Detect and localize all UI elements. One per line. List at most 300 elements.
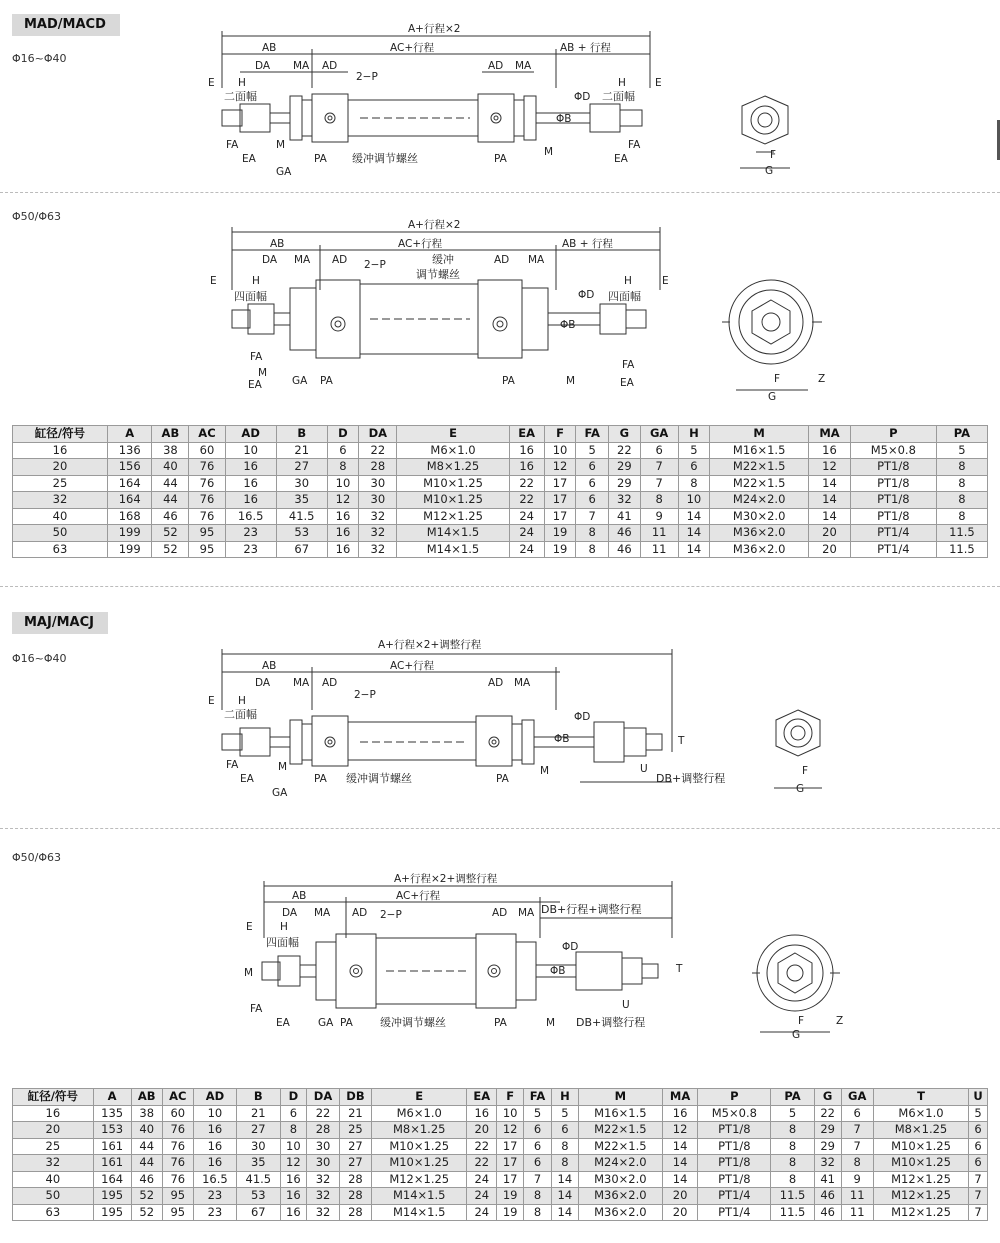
- table-cell: 44: [152, 475, 189, 492]
- table-cell: 8: [936, 475, 987, 492]
- table-cell: 6: [969, 1138, 988, 1155]
- cylinder-drawing-mad-large: [0, 210, 1000, 410]
- table-row: [13, 508, 988, 525]
- table-cell: 52: [152, 525, 189, 542]
- table-cell: 6: [841, 1105, 873, 1122]
- table-cell: 16: [13, 1105, 94, 1122]
- table-cell: 67: [276, 541, 327, 558]
- table-cell: 20: [13, 459, 108, 476]
- table-cell: 14: [809, 475, 851, 492]
- table-cell: 23: [193, 1204, 236, 1221]
- dim-ad: AD: [332, 254, 348, 266]
- table-cell: 11: [640, 541, 678, 558]
- table-cell: 14: [678, 541, 709, 558]
- table-cell: 6: [576, 475, 609, 492]
- table-cell: PT1/8: [698, 1155, 771, 1172]
- dim-fa-right: FA: [622, 359, 635, 371]
- dim-overall: A+行程×2: [408, 23, 461, 35]
- dim-ad: AD: [322, 677, 338, 689]
- table-cell: 21: [237, 1105, 280, 1122]
- dim-flats: 二面幅: [224, 90, 257, 103]
- table-cell: 95: [162, 1204, 193, 1221]
- table-cell: 12: [809, 459, 851, 476]
- table-header-row: [13, 1089, 988, 1106]
- column-header: E: [372, 1089, 467, 1106]
- table-cell: M10×1.25: [372, 1138, 467, 1155]
- table-cell: M22×1.5: [710, 459, 809, 476]
- table-cell: 7: [841, 1138, 873, 1155]
- table-cell: 156: [107, 459, 152, 476]
- table-cell: M12×1.25: [372, 1171, 467, 1188]
- table-cell: M6×1.0: [372, 1105, 467, 1122]
- table-cell: 40: [131, 1122, 162, 1139]
- bore-range-label: Φ16~Φ40: [12, 652, 67, 665]
- column-header: B: [276, 426, 327, 443]
- table-cell: 95: [162, 1188, 193, 1205]
- table-cell: 24: [509, 541, 544, 558]
- table-cell: 12: [662, 1122, 697, 1139]
- table-cell: 195: [93, 1188, 131, 1205]
- table-cell: PT1/8: [850, 508, 936, 525]
- table-cell: 16: [225, 492, 276, 509]
- table-cell: 76: [189, 475, 225, 492]
- table-cell: 16: [225, 459, 276, 476]
- bore-range-label: Φ50/Φ63: [12, 210, 62, 223]
- table-cell: 30: [307, 1155, 340, 1172]
- dim-m: M: [278, 761, 288, 773]
- column-header: GA: [640, 426, 678, 443]
- column-header: D: [280, 1089, 307, 1106]
- table-cell: 16: [662, 1105, 697, 1122]
- table-cell: M10×1.25: [397, 492, 509, 509]
- table-cell: 29: [814, 1122, 841, 1139]
- table-cell: 40: [152, 459, 189, 476]
- table-row: [13, 1204, 988, 1221]
- table-cell: 32: [609, 492, 640, 509]
- column-header: A: [107, 426, 152, 443]
- table-cell: 20: [809, 525, 851, 542]
- table-cell: 6: [280, 1105, 307, 1122]
- table-cell: 21: [276, 442, 327, 459]
- table-cell: 9: [640, 508, 678, 525]
- table-row: [13, 475, 988, 492]
- table-row: [13, 1155, 988, 1172]
- dim-pa: PA: [314, 153, 327, 165]
- column-header: PA: [771, 1089, 814, 1106]
- dim-flats-right: 四面幅: [608, 290, 641, 303]
- dim-ac: AC+行程: [396, 890, 441, 902]
- label-cushion: 缓冲: [432, 253, 454, 266]
- table-cell: 8: [771, 1171, 814, 1188]
- table-cell: 32: [359, 525, 397, 542]
- table-cell: 16: [13, 442, 108, 459]
- table-cell: 199: [107, 525, 152, 542]
- table-cell: 6: [969, 1155, 988, 1172]
- cylinder-drawing-mad-small: [0, 18, 1000, 188]
- table-cell: 76: [189, 459, 225, 476]
- table-row: [13, 1188, 988, 1205]
- column-header: AC: [189, 426, 225, 443]
- table-cell: 168: [107, 508, 152, 525]
- dim-ma-right: MA: [514, 677, 531, 689]
- dim-d: ΦD: [578, 289, 595, 301]
- table-cell: 30: [276, 475, 327, 492]
- table-cell: M14×1.5: [397, 525, 509, 542]
- dim-db-stroke: DB+行程+调整行程: [541, 903, 642, 916]
- table-cell: 16: [280, 1188, 307, 1205]
- dim-m-right: M: [540, 765, 550, 777]
- table-cell: 135: [93, 1105, 131, 1122]
- dim-db-adjust: DB+调整行程: [576, 1016, 646, 1029]
- dim-b: ΦB: [556, 113, 572, 125]
- table-cell: 27: [339, 1155, 371, 1172]
- table-cell: 28: [339, 1188, 371, 1205]
- table-cell: 10: [678, 492, 709, 509]
- table-cell: PT1/8: [850, 459, 936, 476]
- table-row: [13, 1105, 988, 1122]
- dim-h-right: H: [618, 77, 626, 89]
- table-cell: 95: [189, 525, 225, 542]
- table-cell: M36×2.0: [710, 541, 809, 558]
- table-cell: 7: [969, 1204, 988, 1221]
- dim-b: ΦB: [550, 965, 566, 977]
- table-cell: 41: [814, 1171, 841, 1188]
- column-header: GA: [841, 1089, 873, 1106]
- table-cell: 12: [544, 459, 575, 476]
- table-cell: 76: [162, 1138, 193, 1155]
- table-cell: M6×1.0: [873, 1105, 968, 1122]
- table-cell: 10: [544, 442, 575, 459]
- table-cell: 24: [509, 508, 544, 525]
- table-cell: 17: [544, 508, 575, 525]
- table-cell: 24: [509, 525, 544, 542]
- dim-ma: MA: [293, 60, 310, 72]
- label-cushion-screw: 缓冲调节螺丝: [380, 1016, 446, 1029]
- table-cell: 10: [327, 475, 358, 492]
- dim-fa: FA: [226, 759, 239, 771]
- table-cell: 76: [162, 1155, 193, 1172]
- table-cell: 164: [107, 475, 152, 492]
- table-cell: 5: [524, 1105, 552, 1122]
- table-cell: 22: [359, 442, 397, 459]
- dim-fa: FA: [250, 351, 263, 363]
- table-cell: 153: [93, 1122, 131, 1139]
- dim-ea: EA: [242, 153, 256, 165]
- table-cell: M36×2.0: [578, 1188, 662, 1205]
- dim-ad: AD: [352, 907, 368, 919]
- table-cell: M8×1.25: [873, 1122, 968, 1139]
- dim-flats: 二面幅: [224, 708, 257, 721]
- bore-range-label: Φ50/Φ63: [12, 851, 62, 864]
- dim-m-right: M: [546, 1017, 556, 1029]
- table-cell: 7: [524, 1171, 552, 1188]
- table-cell: 32: [307, 1188, 340, 1205]
- table-cell: M5×0.8: [850, 442, 936, 459]
- column-header: AD: [225, 426, 276, 443]
- table-cell: 161: [93, 1155, 131, 1172]
- table-cell: 6: [552, 1122, 579, 1139]
- table-cell: 46: [131, 1171, 162, 1188]
- dim-e: E: [208, 695, 215, 707]
- column-header: M: [710, 426, 809, 443]
- table-cell: 14: [552, 1188, 579, 1205]
- table-cell: 23: [225, 541, 276, 558]
- dim-ad-right: AD: [492, 907, 508, 919]
- table-cell: 28: [339, 1171, 371, 1188]
- table-cell: 16: [193, 1122, 236, 1139]
- table-cell: 28: [359, 459, 397, 476]
- table-cell: 12: [497, 1122, 524, 1139]
- column-header: AB: [131, 1089, 162, 1106]
- table-cell: 14: [678, 508, 709, 525]
- column-header: FA: [576, 426, 609, 443]
- table-cell: 6: [524, 1122, 552, 1139]
- column-header: FA: [524, 1089, 552, 1106]
- table-cell: 5: [936, 442, 987, 459]
- table-cell: 60: [162, 1105, 193, 1122]
- dim-m: M: [276, 139, 286, 151]
- table-cell: 25: [13, 1138, 94, 1155]
- dim-ac: AC+行程: [390, 42, 435, 54]
- table-row: [13, 1138, 988, 1155]
- column-header: MA: [662, 1089, 697, 1106]
- divider: [0, 586, 1000, 587]
- dim-b: ΦB: [554, 733, 570, 745]
- table-cell: 40: [13, 508, 108, 525]
- table-cell: M10×1.25: [873, 1138, 968, 1155]
- table-cell: 14: [678, 525, 709, 542]
- column-header: PA: [936, 426, 987, 443]
- table-cell: 6: [576, 492, 609, 509]
- column-header: H: [552, 1089, 579, 1106]
- table-cell: 20: [662, 1204, 697, 1221]
- table-cell: M10×1.25: [873, 1155, 968, 1172]
- table-cell: 16: [280, 1204, 307, 1221]
- bore-range-label: Φ16~Φ40: [12, 52, 67, 65]
- dim-ab-stroke: AB + 行程: [562, 238, 613, 250]
- table-cell: 16: [509, 442, 544, 459]
- table-cell: 22: [509, 475, 544, 492]
- dim-u: U: [622, 999, 630, 1011]
- table-cell: PT1/8: [698, 1138, 771, 1155]
- column-header: P: [850, 426, 936, 443]
- table-cell: 164: [93, 1171, 131, 1188]
- dim-da: DA: [282, 907, 298, 919]
- dim-pa-right: PA: [494, 153, 507, 165]
- table-cell: 12: [327, 492, 358, 509]
- table-cell: 14: [662, 1138, 697, 1155]
- dim-f: F: [770, 149, 777, 161]
- table-cell: 5: [576, 442, 609, 459]
- table-cell: 8: [327, 459, 358, 476]
- table-cell: 35: [276, 492, 327, 509]
- dim-e-right: E: [655, 77, 662, 89]
- table-cell: 25: [13, 475, 108, 492]
- table-cell: 20: [467, 1122, 497, 1139]
- table-cell: 10: [193, 1105, 236, 1122]
- section-tag-mad: MAD/MACD: [12, 14, 120, 36]
- table-cell: 7: [640, 475, 678, 492]
- divider: [0, 192, 1000, 193]
- column-header: AD: [193, 1089, 236, 1106]
- dim-f: F: [774, 373, 781, 385]
- dim-d: ΦD: [562, 941, 579, 953]
- dim-port: 2−P: [364, 259, 386, 271]
- table-cell: 16: [193, 1138, 236, 1155]
- table-cell: M10×1.25: [372, 1155, 467, 1172]
- table-cell: 8: [524, 1188, 552, 1205]
- table-cell: 5: [552, 1105, 579, 1122]
- table-cell: 8: [841, 1155, 873, 1172]
- table-cell: 22: [307, 1105, 340, 1122]
- table-cell: M14×1.5: [372, 1188, 467, 1205]
- dim-m-right: M: [566, 375, 576, 387]
- dim-ea-right: EA: [620, 377, 634, 389]
- dim-ga: GA: [276, 166, 292, 178]
- column-header: B: [237, 1089, 280, 1106]
- table-cell: M30×2.0: [578, 1171, 662, 1188]
- table-cell: 16: [193, 1155, 236, 1172]
- table-cell: 76: [162, 1122, 193, 1139]
- dim-port: 2−P: [354, 689, 376, 701]
- dim-da: DA: [255, 60, 271, 72]
- table-cell: 22: [609, 442, 640, 459]
- table-cell: 22: [814, 1105, 841, 1122]
- cylinder-drawing-maj-small: [0, 632, 1000, 810]
- table-cell: 11.5: [936, 541, 987, 558]
- table-cell: 17: [544, 475, 575, 492]
- cylinder-drawing-maj-large: [0, 868, 1000, 1040]
- table-cell: 46: [152, 508, 189, 525]
- dim-ga: GA: [292, 375, 308, 387]
- table-row: [13, 442, 988, 459]
- dim-h: H: [252, 275, 260, 287]
- dim-b: ΦB: [560, 319, 576, 331]
- table-cell: 6: [640, 442, 678, 459]
- table-cell: 8: [524, 1204, 552, 1221]
- table-cell: PT1/4: [698, 1204, 771, 1221]
- dim-ga: GA: [318, 1017, 334, 1029]
- dim-e-right: E: [662, 275, 669, 287]
- dim-pa: PA: [320, 375, 333, 387]
- section-tag-maj: MAJ/MACJ: [12, 612, 108, 634]
- dim-h: H: [238, 77, 246, 89]
- table-cell: 27: [339, 1138, 371, 1155]
- table-cell: M30×2.0: [710, 508, 809, 525]
- table-cell: 8: [771, 1155, 814, 1172]
- table-cell: 10: [280, 1138, 307, 1155]
- divider: [0, 828, 1000, 829]
- table-cell: 20: [809, 541, 851, 558]
- table-cell: 95: [189, 541, 225, 558]
- table-cell: 7: [576, 508, 609, 525]
- table-cell: 9: [841, 1171, 873, 1188]
- table-cell: 27: [237, 1122, 280, 1139]
- table-cell: M8×1.25: [372, 1122, 467, 1139]
- table-cell: 29: [814, 1138, 841, 1155]
- table-cell: 22: [467, 1155, 497, 1172]
- column-header: DA: [359, 426, 397, 443]
- dim-fa-right: FA: [628, 139, 641, 151]
- dim-m: M: [244, 967, 254, 979]
- table-cell: 16: [327, 508, 358, 525]
- dim-ad: AD: [322, 60, 338, 72]
- table-cell: 27: [276, 459, 327, 476]
- table-cell: M10×1.25: [397, 475, 509, 492]
- table-cell: 11: [841, 1188, 873, 1205]
- table-cell: M12×1.25: [397, 508, 509, 525]
- table-row: [13, 1122, 988, 1139]
- table-cell: 10: [225, 442, 276, 459]
- table-cell: 161: [93, 1138, 131, 1155]
- table-cell: 6: [327, 442, 358, 459]
- table-cell: 6: [524, 1138, 552, 1155]
- dim-h: H: [280, 921, 288, 933]
- table-cell: 22: [467, 1138, 497, 1155]
- dim-pa-right: PA: [494, 1017, 507, 1029]
- table-cell: 195: [93, 1204, 131, 1221]
- spec-table-maj: [12, 1088, 988, 1221]
- table-cell: 199: [107, 541, 152, 558]
- dim-port: 2−P: [380, 909, 402, 921]
- table-cell: 52: [131, 1204, 162, 1221]
- table-cell: 6: [969, 1122, 988, 1139]
- table-cell: 19: [544, 525, 575, 542]
- table-cell: 14: [552, 1171, 579, 1188]
- table-cell: 136: [107, 442, 152, 459]
- table-cell: 23: [193, 1188, 236, 1205]
- table-cell: 20: [13, 1122, 94, 1139]
- table-cell: 11: [841, 1204, 873, 1221]
- table-row: [13, 459, 988, 476]
- column-header: G: [814, 1089, 841, 1106]
- table-cell: 8: [640, 492, 678, 509]
- dim-ea: EA: [240, 773, 254, 785]
- table-cell: 19: [497, 1204, 524, 1221]
- table-cell: 32: [13, 492, 108, 509]
- dim-da: DA: [262, 254, 278, 266]
- dim-flats-right: 二面幅: [602, 90, 635, 103]
- dim-overall: A+行程×2+调整行程: [394, 873, 498, 885]
- table-cell: M8×1.25: [397, 459, 509, 476]
- table-cell: 11.5: [771, 1188, 814, 1205]
- table-cell: 35: [237, 1155, 280, 1172]
- dim-m-right: M: [544, 146, 554, 158]
- table-cell: 76: [162, 1171, 193, 1188]
- dim-g: G: [765, 165, 774, 177]
- table-cell: 44: [131, 1155, 162, 1172]
- dim-ma-right: MA: [528, 254, 545, 266]
- dim-z: Z: [836, 1015, 844, 1027]
- dim-overall: A+行程×2: [408, 219, 461, 231]
- label-adjust-screw: 调节螺丝: [416, 268, 460, 281]
- table-cell: M22×1.5: [578, 1138, 662, 1155]
- table-cell: 28: [339, 1204, 371, 1221]
- column-header: D: [327, 426, 358, 443]
- table-cell: 8: [576, 541, 609, 558]
- table-cell: 50: [13, 1188, 94, 1205]
- column-header: E: [397, 426, 509, 443]
- dim-ma-right: MA: [515, 60, 532, 72]
- table-cell: 53: [276, 525, 327, 542]
- table-cell: 30: [359, 492, 397, 509]
- table-cell: 8: [771, 1138, 814, 1155]
- dim-m: M: [258, 367, 268, 379]
- table-cell: 8: [280, 1122, 307, 1139]
- table-cell: 67: [237, 1204, 280, 1221]
- table-cell: 17: [497, 1138, 524, 1155]
- dim-ad-right: AD: [488, 60, 504, 72]
